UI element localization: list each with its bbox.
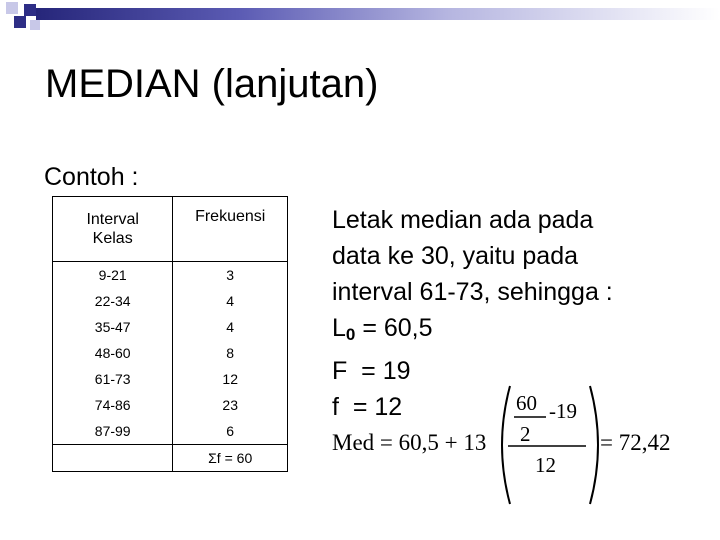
table-cell-interval: 74-86 (94, 397, 131, 413)
formula-denominator: 12 (535, 453, 556, 477)
header-frequency: Frekuensi (173, 197, 288, 262)
table-cell-frequency: 23 (222, 397, 238, 413)
explanation-line-2: data ke 30, yaitu pada (332, 242, 579, 270)
f-line: f = 12 (332, 393, 403, 421)
formula-left-paren (502, 386, 510, 504)
table-cell-interval: 87-99 (94, 423, 131, 439)
formula-num-den: 2 (520, 422, 531, 446)
explanation-line-3: interval 61-73, sehingga : (332, 278, 613, 306)
header-interval-line1: Interval (86, 211, 139, 228)
table-cell-interval: 61-73 (94, 371, 131, 387)
example-label: Contoh : (44, 163, 139, 191)
explanation-line-1: Letak median ada pada (332, 206, 594, 234)
L0-value: = 60,5 (355, 314, 433, 342)
L0-subscript: 0 (345, 325, 356, 344)
table-cell-interval: 22-34 (94, 293, 131, 309)
table-cell-frequency: 6 (226, 423, 235, 439)
table-cell-frequency: 12 (222, 371, 238, 387)
table-cell-frequency: 4 (226, 319, 235, 335)
formula-right-paren (590, 386, 598, 504)
F-line: F = 19 (332, 357, 411, 385)
table-cell-interval: 9-21 (98, 267, 127, 283)
table-cell-interval: 48-60 (94, 345, 131, 361)
total-frequency: Σf = 60 (173, 445, 288, 472)
formula-minus-F: -19 (549, 399, 577, 423)
table-cell-frequency: 4 (226, 293, 235, 309)
table-cell-frequency: 8 (226, 345, 235, 361)
L0-prefix: L (332, 314, 346, 342)
table-cell-interval: 35-47 (94, 319, 131, 335)
table-cell-frequency: 3 (226, 267, 235, 283)
header-interval-line2: Kelas (92, 230, 133, 247)
formula-result: = 72,42 (600, 430, 671, 455)
formula-num-top: 60 (516, 391, 537, 415)
formula-lhs: Med = 60,5 + 13 (332, 430, 487, 455)
slide-title: MEDIAN (lanjutan) (45, 62, 379, 106)
